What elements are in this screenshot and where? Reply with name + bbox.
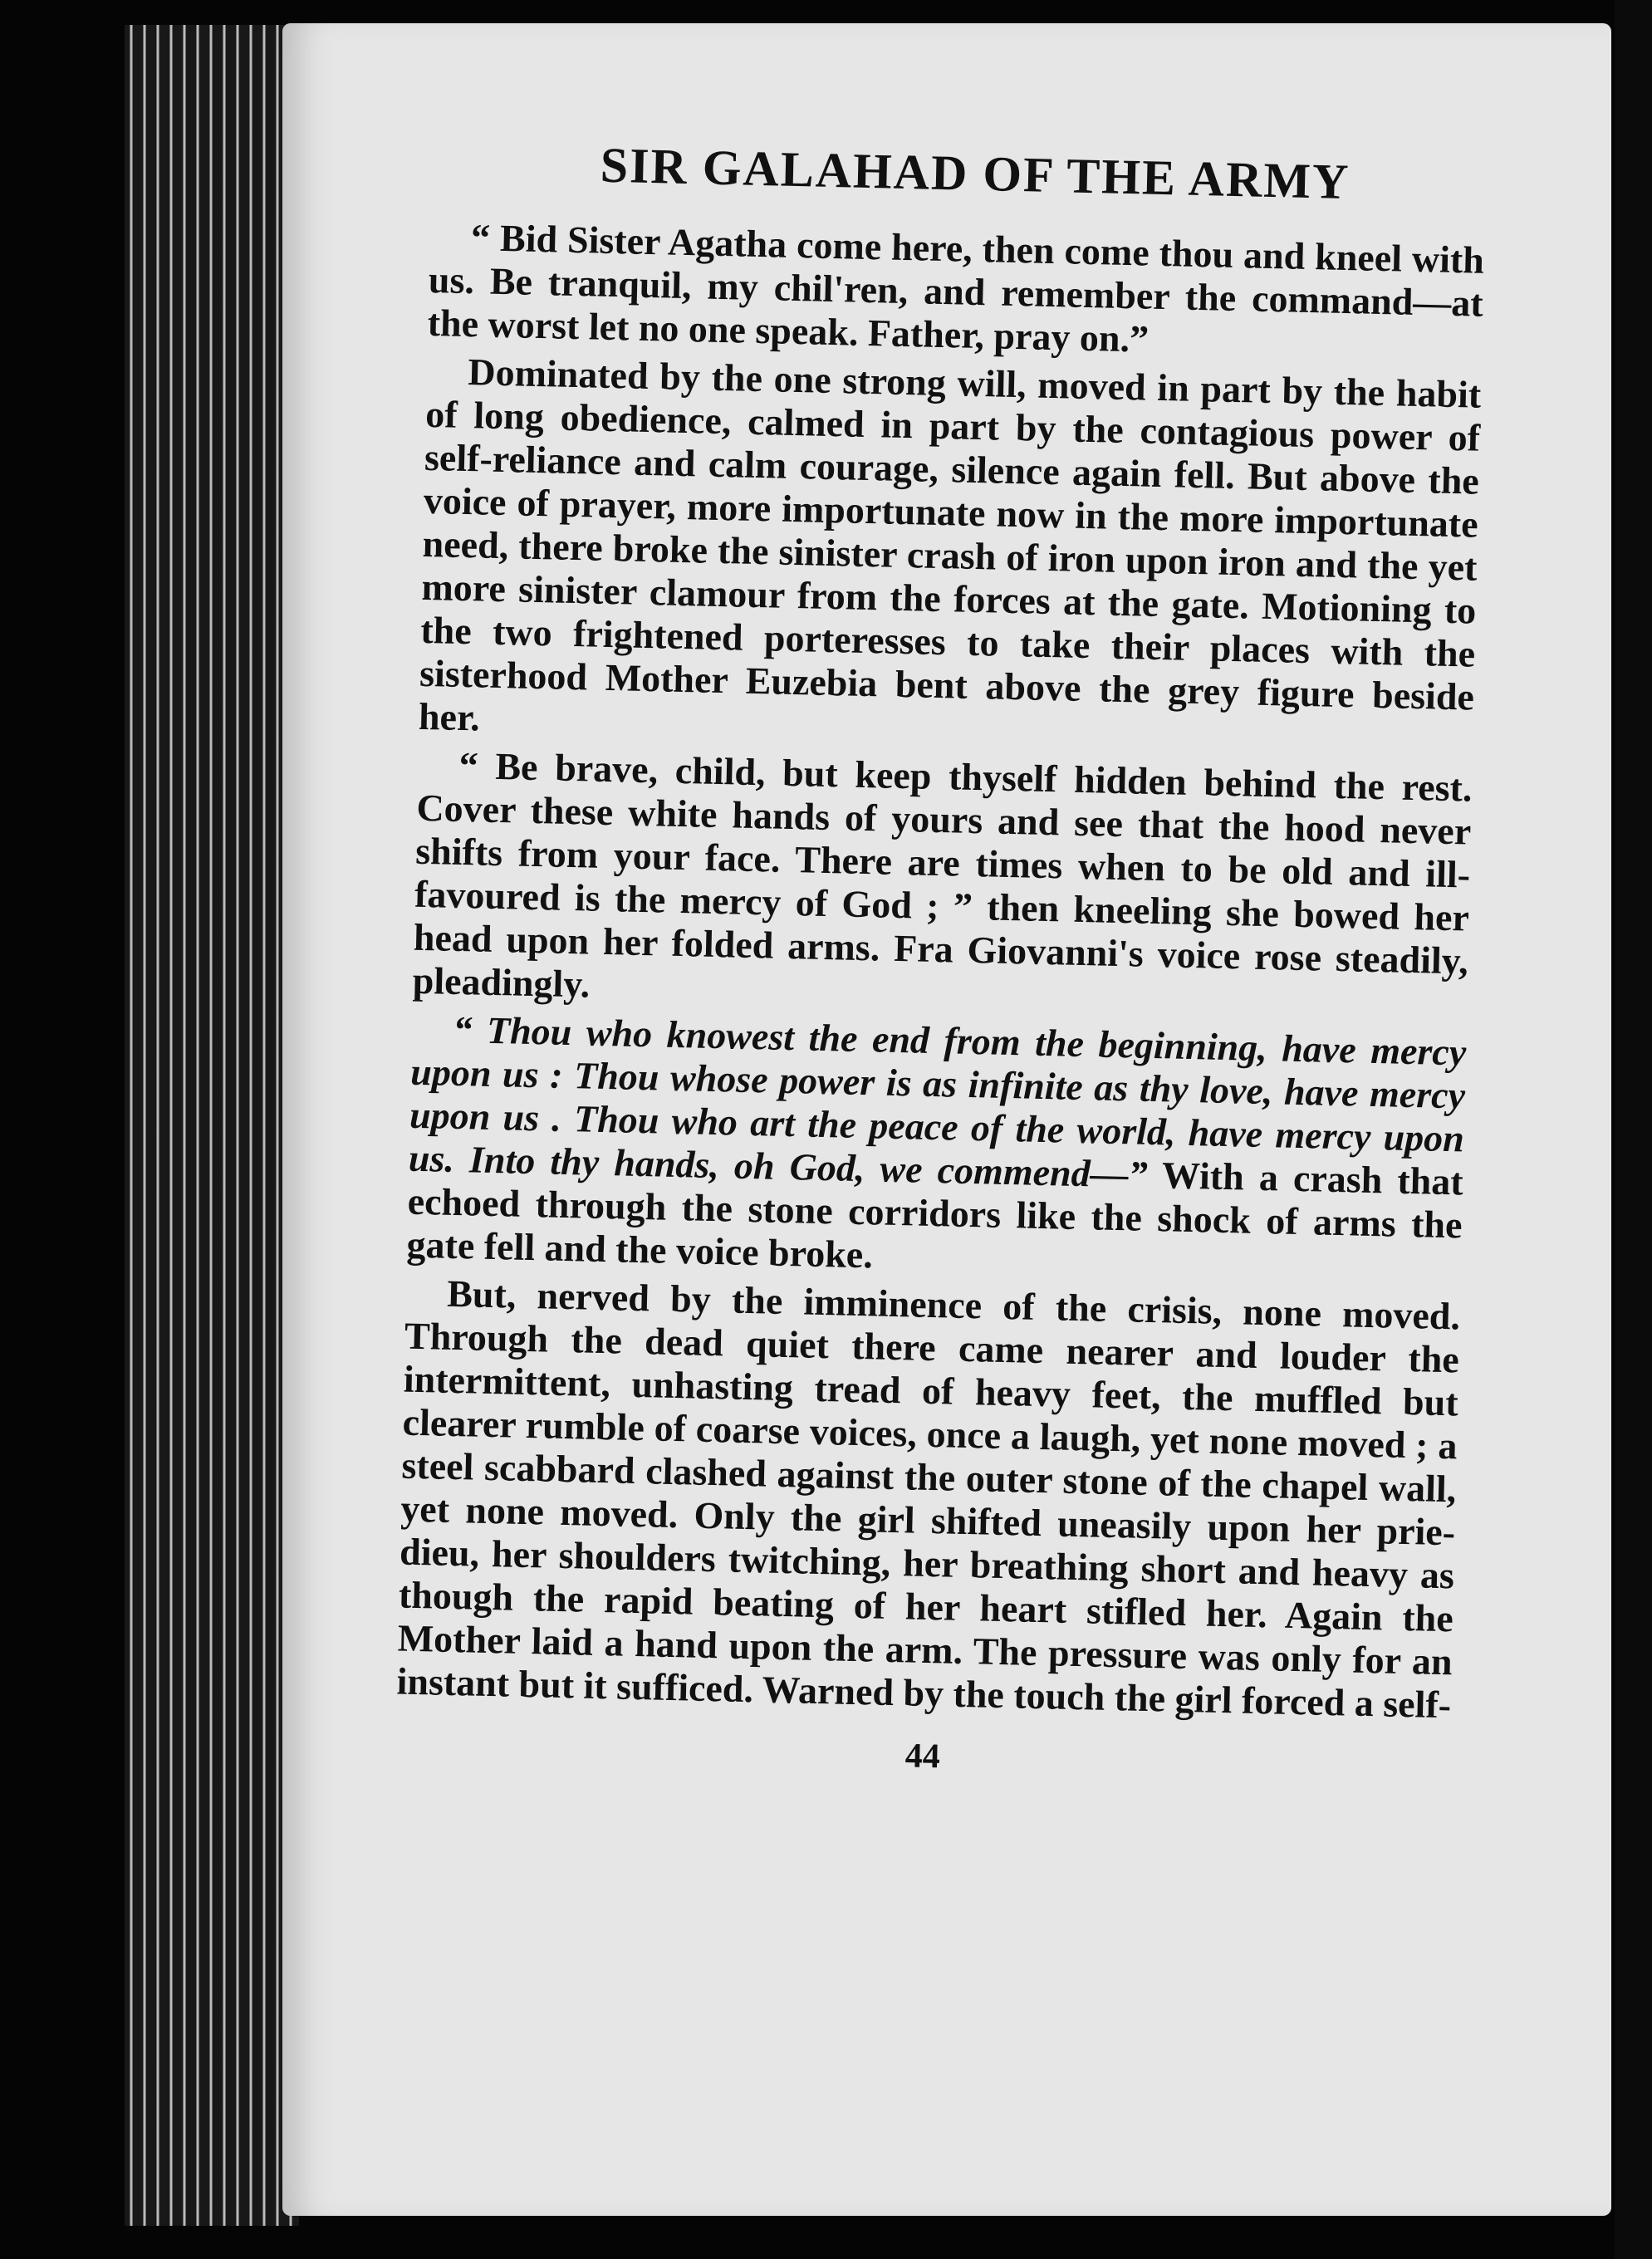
paragraph: “ Bid Sister Agatha come here, then come thou and kneel with us. Be tranquil, my chil'ren, and remember the command—at the worst let no one speak. Father, pray on.” bbox=[427, 216, 1485, 360]
page-text-block bbox=[395, 133, 1486, 1788]
paragraph: “ Be brave, child, but keep thyself hidden behind the rest. Cover these white hands of yours and see that the hood never shifts from your face. There are times when to be old and ill-favoured is the mercy of God ; ” then kneeling she bowed her head upon her folded arms. Fra Giovanni's voice rose steadily, pleadingly. bbox=[412, 743, 1473, 1006]
paragraph: Dominated by the one strong will, moved in part by the habit of long obedience, calmed in part by the contagious power of self-reliance and calm courage, silence again fell. But above the voice of prayer, more importunate now in the more importunate need, there broke the sinister crash of iron upon iron and the yet more sinister clamour from the forces at the gate. Motioning to the two frightened porteresses to take their places with the sisterhood Mother Euzebia bent above the grey figure beside her. bbox=[418, 350, 1482, 739]
prayer-text: “ Thou who knowest the end from the beginning, have mercy upon us : Thou whose power is as infinite as thy love, have mercy upon us . Thou who art the peace of the world, have mercy upon us. Into thy hands, oh God, we commend—” bbox=[408, 1007, 1467, 1196]
paragraph: But, nerved by the imminence of the crisis, none moved. Through the dead quiet there came nearer and louder the intermittent, unhasting tread of heavy feet, the muffled but clearer rumble of coarse voices, once a laugh, yet none moved ; a steel scabbard clashed against the outer stone of the chapel wall, yet none moved. Only the girl shifted uneasily upon her prie-dieu, her shoulders twitching, her breathing short and heavy as though the rapid beating of her heart stifled her. Again the Mother laid a hand upon the arm. The pressure was only for an instant but it sufficed. Warned by the touch the girl forced a self- bbox=[396, 1272, 1461, 1727]
running-head: SIR GALAHAD OF THE ARMY bbox=[600, 137, 1351, 210]
prayer-paragraph bbox=[406, 1007, 1467, 1291]
book-page-edges bbox=[125, 25, 299, 2226]
page-number: 44 bbox=[904, 1737, 941, 1776]
prayer-continuation: With a crash that echoed through the stone corridors like the shock of arms the gate fell and the voice broke. bbox=[406, 1153, 1464, 1277]
scan-right-margin bbox=[1615, 0, 1652, 2259]
